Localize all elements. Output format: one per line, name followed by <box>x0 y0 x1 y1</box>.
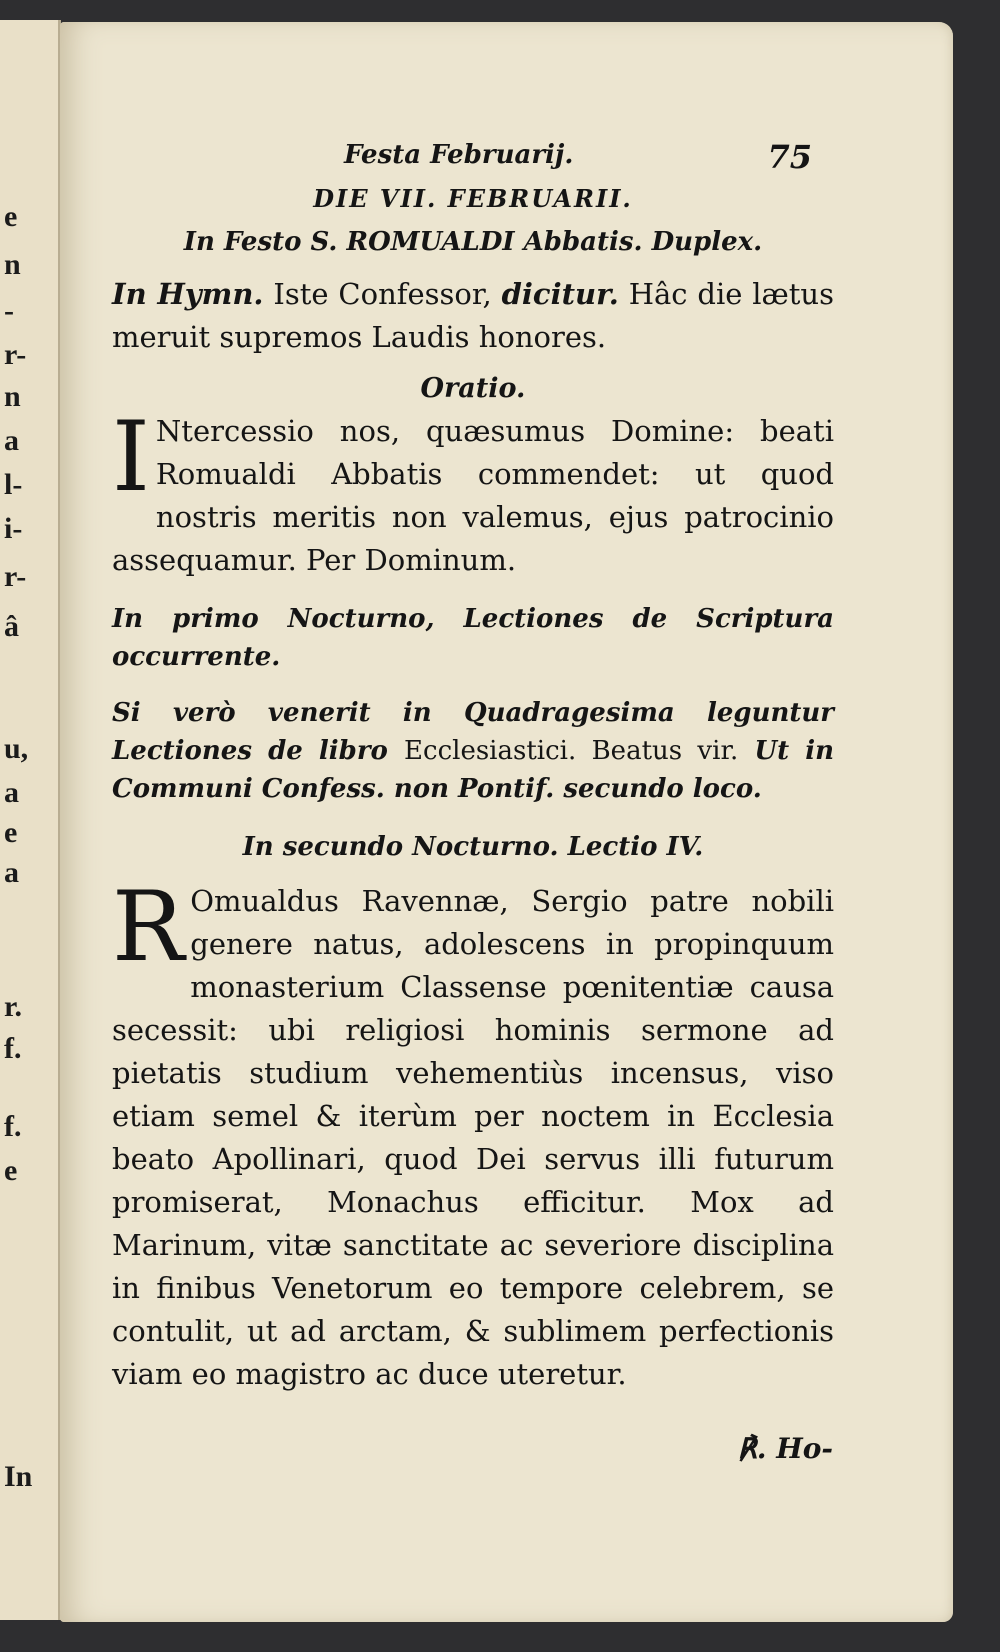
page-number: 75 <box>767 138 812 176</box>
margin-fragment: a <box>4 776 19 809</box>
lent-note-rubric: Si verò venerit in Quadragesima leguntur Lectiones de libro <box>112 698 834 766</box>
hymn-rubric-paragraph <box>112 273 834 359</box>
lectio-iv-text <box>112 871 834 1396</box>
margin-fragment: In <box>4 1460 33 1493</box>
feast-title: In Festo S. ROMUALDI Abbatis. Duplex. <box>183 227 763 257</box>
margin-fragment: a <box>4 424 19 457</box>
running-head: Festa Februarij. <box>344 140 574 170</box>
hymn-incipit: Iste Confessor, <box>273 277 492 311</box>
oratio-text <box>112 401 834 582</box>
margin-fragment: - <box>4 294 14 327</box>
margin-fragment: r- <box>4 338 27 371</box>
margin-fragment: n <box>4 380 21 413</box>
margin-fragment: i- <box>4 512 23 545</box>
second-nocturn-heading: In secundo Nocturno. Lectio IV. <box>242 832 704 862</box>
hymn-rubric: In Hymn. <box>112 277 264 311</box>
margin-fragment: f. <box>4 1032 22 1065</box>
margin-fragment: e <box>4 816 18 849</box>
catchword: ℟. Ho- <box>737 1432 833 1465</box>
margin-fragment: â <box>4 610 19 643</box>
lectio-initial: R <box>112 871 185 983</box>
lent-note-rubric-2: Ut in Communi Confess. non Pontif. secundo loco. <box>112 736 834 804</box>
page-text <box>112 112 834 1396</box>
margin-fragment: l- <box>4 468 23 501</box>
margin-fragment: a <box>4 856 19 889</box>
margin-fragment: r. <box>4 990 23 1023</box>
book-page <box>60 22 953 1622</box>
lent-note <box>112 694 834 808</box>
margin-fragment: n <box>4 248 21 281</box>
margin-fragment: e <box>4 200 18 233</box>
facing-page-edge <box>0 20 61 1620</box>
hymn-variant-text: Hâc die lætus meruit supremos Laudis honores. <box>112 277 834 354</box>
margin-fragment: r- <box>4 560 27 593</box>
oratio-heading: Oratio. <box>420 373 526 404</box>
margin-fragment: u, <box>4 732 29 765</box>
lectio-body: Omualdus Ravennæ, Sergio patre nobili genere natus, adolescens in propinquum monasterium Classense pœnitentiæ causa secessit: ubi religiosi hominis sermone ad pietatis studium vehementiùs incensus, viso etiam semel & iterùm per noctem in Ecclesia beato Apollinari, quod Dei servus illi futurum promiserat, Monachus efficitur. Mox ad Marinum, vitæ sanctitate ac severiore disciplina in finibus Venetorum eo tempore celebrem, se contulit, ut ad arctam, & sublimem perfectionis viam eo magistro ac duce uteretur. <box>112 884 834 1391</box>
margin-fragment: e <box>4 1154 18 1187</box>
margin-fragment: f. <box>4 1110 22 1143</box>
first-nocturn-rubric: In primo Nocturno, Lectiones de Scriptura occurrente. <box>112 604 834 672</box>
page-header <box>112 112 834 176</box>
oratio-initial: I <box>112 401 150 513</box>
lent-note-text: Ecclesiastici. Beatus vir. <box>404 736 739 766</box>
hymn-rubric-dicitur: dicitur. <box>501 277 619 311</box>
day-title: DIE VII. FEBRUARII. <box>313 184 633 213</box>
oratio-body: Ntercessio nos, quæsumus Domine: beati Romualdi Abbatis commendet: ut quod nostris meritis non valemus, ejus patrocinio assequamur. Per Dominum. <box>112 414 834 577</box>
